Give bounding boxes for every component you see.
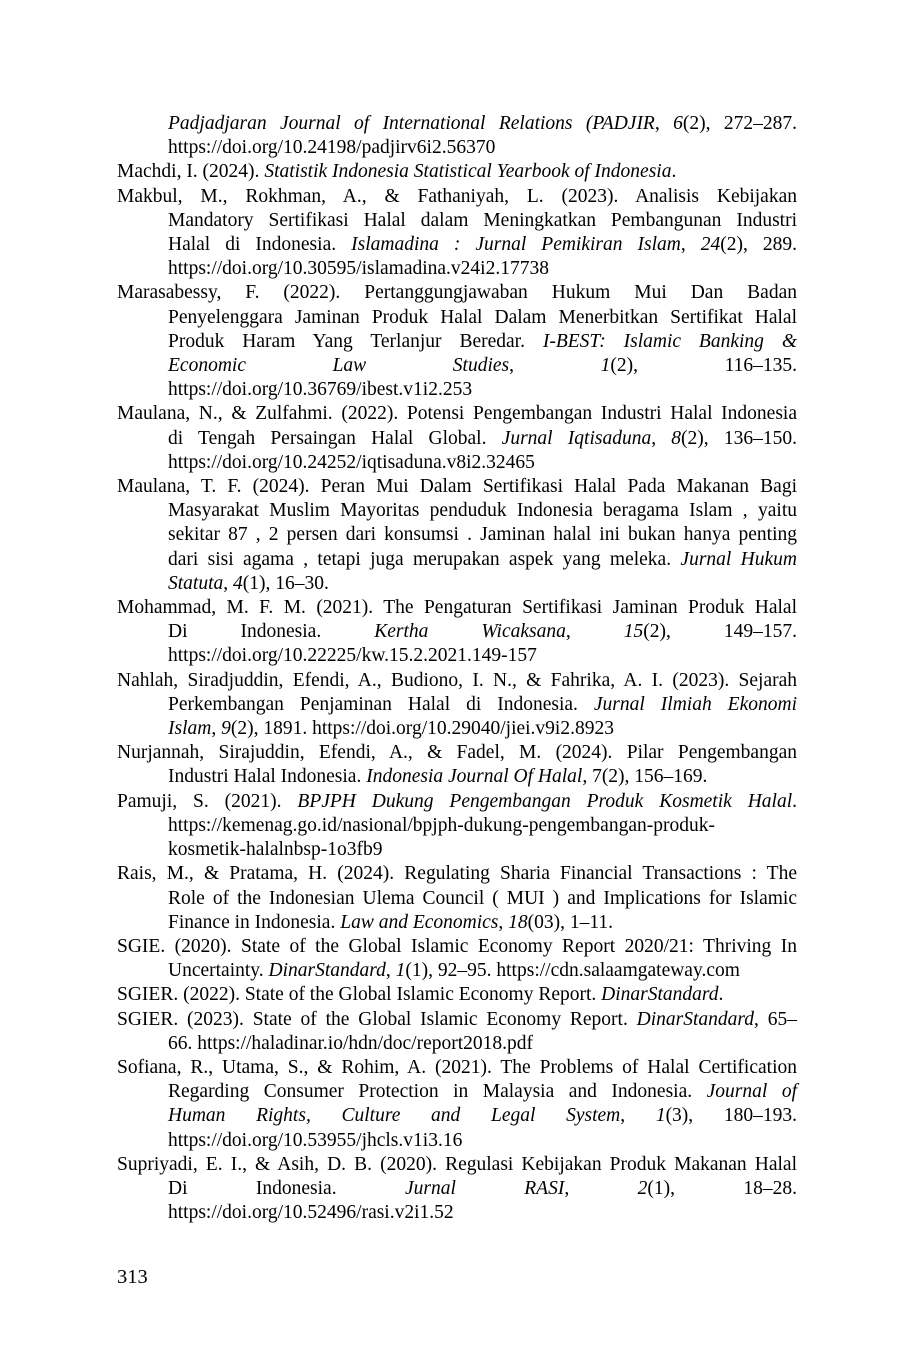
reference-text: Nurjannah, Sirajuddin, Efendi, A., & Fadel, M. (2024). Pilar Pengembangan bbox=[117, 742, 797, 764]
reference-text: https://doi.org/10.30595/islamadina.v24i2.17738 bbox=[168, 258, 549, 280]
reference-italic-text: Journal of bbox=[706, 1081, 797, 1103]
reference-text: , 7(2), 156–169. bbox=[582, 766, 708, 788]
reference-entry bbox=[117, 475, 797, 596]
reference-text: , bbox=[509, 355, 601, 377]
reference-italic-text: Statistik Indonesia Statistical Yearbook of Indonesia bbox=[264, 161, 672, 183]
reference-line bbox=[117, 523, 797, 547]
reference-italic-text: I-BEST: Islamic Banking & bbox=[542, 330, 797, 352]
reference-text: 66. https://haladinar.io/hdn/doc/report2018.pdf bbox=[168, 1032, 534, 1054]
reference-italic-text: Indonesia Journal Of Halal bbox=[366, 766, 583, 788]
reference-line bbox=[117, 741, 797, 765]
reference-line bbox=[117, 862, 797, 886]
reference-text: di Tengah Persaingan Halal Global. bbox=[168, 427, 502, 449]
reference-italic-text: Jurnal Hukum bbox=[680, 548, 797, 570]
reference-text: https://doi.org/10.52496/rasi.v2i1.52 bbox=[168, 1202, 454, 1224]
reference-line bbox=[117, 887, 797, 911]
reference-line bbox=[117, 112, 797, 136]
reference-entry bbox=[117, 112, 797, 160]
reference-text: https://doi.org/10.24198/padjirv6i2.56370 bbox=[168, 137, 496, 159]
reference-entry bbox=[117, 983, 797, 1007]
reference-italic-text: 1 bbox=[655, 1105, 666, 1127]
reference-italic-text: Islam bbox=[168, 718, 212, 740]
reference-text: dari sisi agama , tetapi juga merupakan aspek yang meleka. bbox=[168, 548, 681, 570]
reference-line bbox=[117, 499, 797, 523]
reference-italic-text: DinarStandard bbox=[601, 984, 719, 1006]
reference-italic-text: 8 bbox=[671, 427, 682, 449]
reference-text: Mandatory Sertifikasi Halal dalam Meningkatkan Pembangunan Industri bbox=[168, 209, 797, 231]
reference-text: , bbox=[565, 621, 624, 643]
reference-text: , 65– bbox=[754, 1008, 797, 1030]
reference-line bbox=[117, 596, 797, 620]
reference-italic-text: Economic Law Studies bbox=[168, 355, 510, 377]
reference-text: Rais, M., & Pratama, H. (2024). Regulating Sharia Financial Transactions : The bbox=[117, 863, 797, 885]
reference-text: Nahlah, Siradjuddin, Efendi, A., Budiono, I. N., & Fahrika, A. I. (2023). Sejarah bbox=[117, 669, 797, 691]
reference-text: Di Indonesia. bbox=[168, 1177, 405, 1199]
reference-text: , bbox=[680, 234, 701, 256]
reference-line bbox=[117, 1104, 797, 1128]
reference-italic-text: 2 bbox=[637, 1177, 648, 1199]
reference-line bbox=[117, 983, 797, 1007]
reference-text: (2), 149–157. bbox=[643, 621, 798, 643]
reference-line bbox=[117, 693, 797, 717]
reference-text: Pamuji, S. (2021). bbox=[117, 790, 298, 812]
reference-italic-text: 6 bbox=[673, 113, 683, 134]
reference-line bbox=[117, 402, 797, 426]
reference-text: https://doi.org/10.53955/jhcls.v1i3.16 bbox=[168, 1129, 463, 1151]
reference-text: . bbox=[718, 984, 724, 1006]
reference-text: Industri Halal Indonesia. bbox=[168, 766, 367, 788]
reference-text: Regarding Consumer Protection in Malaysia and Indonesia. bbox=[168, 1081, 707, 1103]
reference-line bbox=[117, 1153, 797, 1177]
reference-text: (3), 180–193. bbox=[665, 1105, 797, 1127]
reference-line bbox=[117, 1032, 797, 1056]
reference-text: Maulana, N., & Zulfahmi. (2022). Potensi Pengembangan Industri Halal Indonesia bbox=[117, 403, 797, 425]
reference-entry bbox=[117, 741, 797, 789]
reference-text: , bbox=[564, 1177, 638, 1199]
reference-italic-text: DinarStandard bbox=[268, 960, 386, 982]
reference-italic-text: 4 bbox=[233, 572, 243, 594]
reference-text: Sofiana, R., Utama, S., & Rohim, A. (2021). The Problems of Halal Certification bbox=[117, 1056, 797, 1078]
reference-line bbox=[117, 354, 797, 378]
reference-italic-text: 1 bbox=[600, 355, 611, 377]
reference-text: , bbox=[654, 113, 674, 134]
reference-text: Produk Haram Yang Terlanjur Beredar. bbox=[168, 330, 543, 352]
reference-italic-text: 9 bbox=[221, 718, 231, 740]
reference-text: (2), 136–150. bbox=[681, 427, 797, 449]
reference-line bbox=[117, 959, 797, 983]
reference-line bbox=[117, 330, 797, 354]
reference-line bbox=[117, 1177, 797, 1201]
reference-line bbox=[117, 1056, 797, 1080]
reference-text: (03), 1–11. bbox=[527, 911, 614, 933]
reference-text: kosmetik-halalnbsp-1o3fb9 bbox=[168, 839, 383, 861]
reference-italic-text: Law and Economics bbox=[340, 911, 499, 933]
reference-entry bbox=[117, 281, 797, 402]
reference-line bbox=[117, 306, 797, 330]
reference-text: (2), 1891. https://doi.org/10.29040/jiei.v9i2.8923 bbox=[230, 718, 614, 740]
reference-line bbox=[117, 620, 797, 644]
reference-italic-text: 24 bbox=[700, 234, 721, 256]
reference-line bbox=[117, 1080, 797, 1104]
reference-text: Supriyadi, E. I., & Asih, D. B. (2020). Regulasi Kebijakan Produk Makanan Halal bbox=[117, 1153, 797, 1175]
reference-text: Halal di Indonesia. bbox=[168, 234, 352, 256]
reference-entry bbox=[117, 669, 797, 742]
reference-text: , bbox=[651, 427, 672, 449]
reference-text: Masyarakat Muslim Mayoritas penduduk Indonesia beragama Islam , yaitu bbox=[168, 500, 797, 522]
reference-italic-text: 18 bbox=[508, 911, 528, 933]
reference-italic-text: 15 bbox=[623, 621, 644, 643]
reference-text: Machdi, I. (2024). bbox=[117, 161, 265, 183]
reference-text: sekitar 87 , 2 persen dari konsumsi . Jaminan halal ini bukan hanya penting bbox=[168, 524, 797, 546]
reference-text: Penyelenggara Jaminan Produk Halal Dalam Menerbitkan Sertifikat Halal bbox=[168, 306, 797, 328]
reference-text: , bbox=[498, 911, 509, 933]
reference-text: (1), 16–30. bbox=[242, 572, 329, 594]
reference-text: https://doi.org/10.36769/ibest.v1i2.253 bbox=[168, 379, 473, 401]
reference-text: , bbox=[620, 1105, 656, 1127]
reference-italic-text: Kertha Wicaksana bbox=[374, 621, 566, 643]
reference-text: (1), 18–28. bbox=[647, 1177, 797, 1199]
reference-text: (1), 92–95. https://cdn.salaamgateway.com bbox=[405, 960, 740, 982]
reference-text: , bbox=[211, 718, 222, 740]
reference-text: . bbox=[792, 790, 797, 812]
reference-line bbox=[117, 233, 797, 257]
reference-italic-text: Statuta bbox=[168, 572, 224, 594]
reference-line bbox=[117, 935, 797, 959]
reference-entry bbox=[117, 790, 797, 863]
reference-line bbox=[117, 572, 797, 596]
reference-line bbox=[117, 427, 797, 451]
reference-text: . bbox=[671, 161, 677, 183]
reference-text: https://doi.org/10.22225/kw.15.2.2021.149-157 bbox=[168, 645, 537, 667]
reference-line bbox=[117, 1129, 797, 1153]
reference-text: Makbul, M., Rokhman, A., & Fathaniyah, L. (2023). Analisis Kebijakan bbox=[117, 185, 797, 207]
reference-line bbox=[117, 644, 797, 668]
reference-line bbox=[117, 548, 797, 572]
reference-italic-text: Human Rights, Culture and Legal System bbox=[168, 1105, 621, 1127]
reference-entry bbox=[117, 1056, 797, 1153]
reference-line bbox=[117, 717, 797, 741]
reference-italic-text: BPJPH Dukung Pengembangan Produk Kosmetik Halal bbox=[297, 790, 793, 812]
reference-line bbox=[117, 838, 797, 862]
reference-text: Maulana, T. F. (2024). Peran Mui Dalam Sertifikasi Halal Pada Makanan Bagi bbox=[117, 476, 797, 498]
reference-entry bbox=[117, 160, 797, 184]
reference-italic-text: Jurnal RASI bbox=[404, 1177, 565, 1199]
reference-line bbox=[117, 1201, 797, 1225]
reference-line bbox=[117, 185, 797, 209]
reference-text: Mohammad, M. F. M. (2021). The Pengaturan Sertifikasi Jaminan Produk Halal bbox=[117, 597, 797, 619]
reference-line bbox=[117, 136, 797, 160]
reference-line bbox=[117, 765, 797, 789]
references-list bbox=[117, 112, 797, 1225]
reference-line bbox=[117, 160, 797, 184]
reference-entry bbox=[117, 1008, 797, 1056]
reference-entry bbox=[117, 1153, 797, 1226]
reference-text: Role of the Indonesian Ulema Council ( MUI ) and Implications for Islamic bbox=[168, 887, 797, 909]
reference-italic-text: Islamadina : Jurnal Pemikiran Islam bbox=[351, 234, 681, 256]
reference-entry bbox=[117, 935, 797, 983]
reference-entry bbox=[117, 402, 797, 475]
reference-line bbox=[117, 257, 797, 281]
reference-text: https://doi.org/10.24252/iqtisaduna.v8i2.32465 bbox=[168, 451, 535, 473]
reference-line bbox=[117, 790, 797, 814]
reference-text: Finance in Indonesia. bbox=[168, 911, 341, 933]
reference-entry bbox=[117, 596, 797, 669]
reference-text: Perkembangan Penjaminan Halal di Indonesia. bbox=[168, 693, 594, 715]
reference-line bbox=[117, 378, 797, 402]
reference-line bbox=[117, 451, 797, 475]
reference-text: (2), 272–287. bbox=[682, 113, 797, 134]
reference-text: (2), 289. bbox=[720, 234, 797, 256]
reference-text: , bbox=[223, 572, 234, 594]
page-number: 313 bbox=[117, 1266, 148, 1288]
reference-italic-text: Jurnal Ilmiah Ekonomi bbox=[593, 693, 797, 715]
reference-italic-text: 1 bbox=[395, 960, 406, 982]
reference-text: (2), 116–135. bbox=[610, 355, 798, 377]
reference-text: https://kemenag.go.id/nasional/bpjph-dukung-pengembangan-produk- bbox=[168, 814, 715, 836]
reference-line bbox=[117, 911, 797, 935]
reference-line bbox=[117, 209, 797, 233]
reference-italic-text: DinarStandard bbox=[636, 1008, 755, 1030]
reference-line bbox=[117, 281, 797, 305]
reference-line bbox=[117, 669, 797, 693]
reference-text: Marasabessy, F. (2022). Pertanggungjawaban Hukum Mui Dan Badan bbox=[117, 282, 797, 304]
reference-line bbox=[117, 814, 797, 838]
reference-text: SGIER. (2022). State of the Global Islamic Economy Report. bbox=[117, 984, 602, 1006]
reference-italic-text: Padjadjaran Journal of International Relations (PADJIR bbox=[168, 113, 655, 134]
reference-entry bbox=[117, 862, 797, 935]
reference-text: SGIE. (2020). State of the Global Islamic Economy Report 2020/21: Thriving In bbox=[117, 935, 797, 957]
reference-text: , bbox=[385, 960, 396, 982]
reference-text: Uncertainty. bbox=[168, 960, 269, 982]
reference-italic-text: Jurnal Iqtisaduna bbox=[501, 427, 652, 449]
reference-line bbox=[117, 1008, 797, 1032]
reference-text: SGIER. (2023). State of the Global Islamic Economy Report. bbox=[117, 1008, 637, 1030]
reference-text: Di Indonesia. bbox=[168, 621, 375, 643]
reference-entry bbox=[117, 185, 797, 282]
reference-line bbox=[117, 475, 797, 499]
